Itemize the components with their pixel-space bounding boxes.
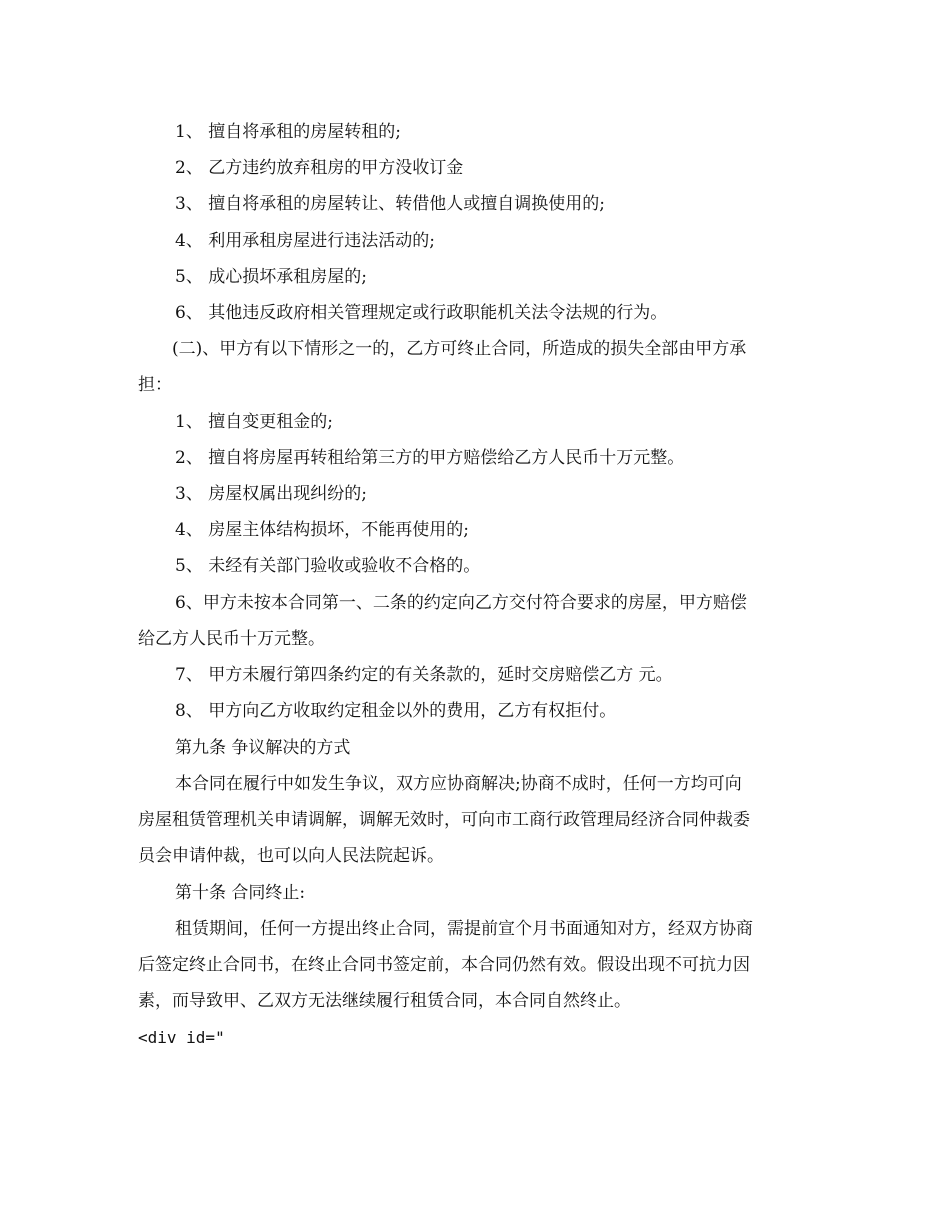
clause-line: 2、 乙方违约放弃租房的甲方没收订金: [175, 158, 464, 178]
paragraph-line: 本合同在履行中如发生争议，双方应协商解决;协商不成时，任何一方均可向: [175, 774, 742, 794]
clause-line: 8、 甲方向乙方收取约定租金以外的费用，乙方有权拒付。: [175, 701, 617, 721]
clause-line: 3、 擅自将承租的房屋转让、转借他人或擅自调换使用的;: [175, 194, 605, 214]
clause-line: 5、 成心损坏承租房屋的;: [175, 267, 367, 287]
clause-line: 6、甲方未按本合同第一、二条的约定向乙方交付符合要求的房屋，甲方赔偿: [175, 593, 747, 613]
clause-line: 4、 利用承租房屋进行违法活动的;: [175, 231, 435, 251]
paragraph-line: 素，而导致甲、乙双方无法继续履行租赁合同，本合同自然终止。: [138, 991, 631, 1011]
clause-line: 3、 房屋权属出现纠纷的;: [175, 484, 367, 504]
clause-line: 4、 房屋主体结构损坏，不能再使用的;: [175, 520, 469, 540]
paragraph-line: 给乙方人民币十万元整。: [138, 629, 325, 649]
section-heading-line: (二)、甲方有以下情形之一的，乙方可终止合同，所造成的损失全部由甲方承: [172, 339, 747, 359]
clause-line: 1、 擅自将承租的房屋转租的;: [175, 122, 401, 142]
clause-line: 5、 未经有关部门验收或验收不合格的。: [175, 556, 481, 576]
clause-line: 7、 甲方未履行第四条约定的有关条款的，延时交房赔偿乙方 元。: [175, 665, 673, 685]
article-heading: 第九条 争议解决的方式: [175, 738, 351, 758]
paragraph-line: 租赁期间，任何一方提出终止合同，需提前宣个月书面通知对方，经双方协商: [175, 919, 753, 939]
paragraph-line: 担：: [138, 375, 172, 395]
clause-line: 6、 其他违反政府相关管理规定或行政职能机关法令法规的行为。: [175, 303, 668, 323]
paragraph-line: 员会申请仲裁，也可以向人民法院起诉。: [138, 846, 444, 866]
clause-line: 1、 擅自变更租金的;: [175, 412, 333, 432]
paragraph-line: 房屋租赁管理机关申请调解，调解无效时，可向市工商行政管理局经济合同仲裁委: [138, 810, 750, 830]
clause-line: 2、 擅自将房屋再转租给第三方的甲方赔偿给乙方人民币十万元整。: [175, 448, 685, 468]
paragraph-line: 后签定终止合同书，在终止合同书签定前，本合同仍然有效。假设出现不可抗力因: [138, 955, 750, 975]
article-heading: 第十条 合同终止:: [175, 883, 306, 903]
stray-markup-text: <div id=": [138, 1028, 225, 1047]
